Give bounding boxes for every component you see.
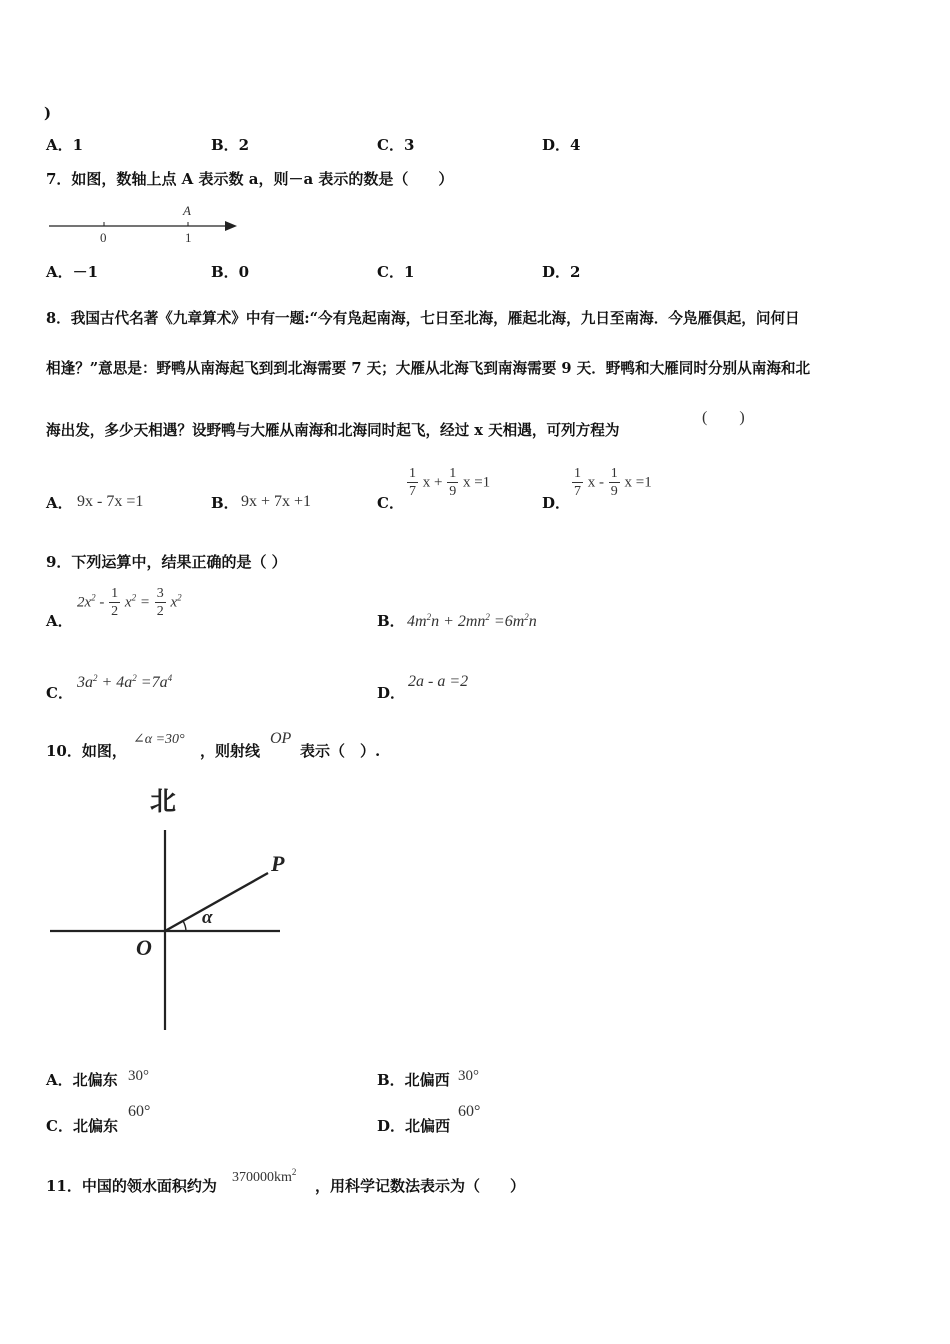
- number-line-figure: [44, 200, 244, 244]
- q8-stem-line1: 8．我国古代名著《九章算术》中有一题:“今有凫起南海，七日至北海，雁起北海，九日至南海．今凫雁俱起，问何日: [46, 310, 800, 327]
- q10-angle: ∠α =30°: [133, 732, 185, 747]
- q10-angle-c: 60°: [128, 1103, 151, 1120]
- q9-option-a: $2x^2$ - $\frac{1}{2}$ $x^2$ = $\frac{3}{2}$ $x^2$: [77, 586, 182, 619]
- q6-option-a: A．1: [46, 136, 84, 154]
- q11-stem-prefix: 11．中国的领水面积约为: [46, 1177, 217, 1195]
- alpha-label: α: [202, 907, 213, 928]
- q8-option-a: 9x - 7x =1: [77, 493, 144, 510]
- q10-stem-mid: ，则射线: [200, 742, 261, 760]
- q9-label-b: B．: [377, 612, 405, 630]
- q7-option-c: C．1: [377, 263, 415, 281]
- q10-label-d: D．北偏西: [377, 1117, 451, 1135]
- axis-label-a: A: [183, 203, 191, 218]
- q10-stem-post: 表示（ ）.: [300, 742, 381, 760]
- q8-stem-line3: 海出发，多少天相遇？设野鸭与大雁从南海和北海同时起飞，经过 x 天相遇，可列方程为: [46, 422, 620, 439]
- q8-label-d: D．: [542, 494, 571, 512]
- q9-option-b: $4m^2n + 2mn^2 =6m^2n$: [407, 612, 537, 630]
- q8-answer-paren: ( ): [702, 409, 745, 426]
- q9-label-c: C．: [46, 684, 73, 702]
- q10-label-b: B．北偏西: [377, 1071, 450, 1089]
- trailing-paren: ): [44, 104, 52, 122]
- q7-option-a: A．－1: [46, 263, 99, 281]
- q8-option-b: 9x + 7x +1: [241, 493, 312, 510]
- q6-option-c: C．3: [377, 136, 415, 154]
- q6-option-b: B．2: [211, 136, 250, 154]
- q11-area: $370000km^2$: [232, 1167, 297, 1185]
- q6-option-d: D．4: [542, 136, 581, 154]
- q8-stem-line2: 相逢？”意思是：野鸭从南海起飞到到北海需要 7 天；大雁从北海飞到南海需要 9 天．野鸭和大雁同时分别从南海和北: [46, 360, 811, 377]
- q7-option-b: B．0: [211, 263, 250, 281]
- q9-option-d: 2a - a =2: [408, 673, 469, 690]
- q8-option-c: $\frac{1}{7}$ x + $\frac{1}{9}$ x =1: [409, 466, 491, 499]
- q10-label-c: C．北偏东: [46, 1117, 118, 1135]
- north-label: 北: [150, 787, 177, 817]
- q9-label-d: D．: [377, 684, 406, 702]
- q10-angle-b: 30°: [458, 1068, 479, 1084]
- q10-stem-prefix: 10．如图，: [46, 742, 127, 760]
- origin-o-label: O: [136, 935, 152, 960]
- q9-label-a: A．: [46, 612, 73, 630]
- q8-label-c: C．: [377, 494, 404, 512]
- q9-stem: 9．下列运算中，结果正确的是（ ）: [46, 553, 287, 571]
- axis-label-one: 1: [185, 230, 192, 245]
- q10-label-a: A．北偏东: [46, 1071, 118, 1089]
- q8-label-b: B．: [211, 494, 239, 512]
- axis-label-zero: 0: [100, 230, 107, 245]
- q8-label-a: A．: [46, 494, 73, 512]
- q7-stem: 7．如图，数轴上点 A 表示数 a，则－a 表示的数是（ ）: [46, 170, 454, 188]
- q10-ray: OP: [270, 730, 292, 747]
- point-p-label: P: [271, 851, 285, 876]
- q8-option-d: $\frac{1}{7}$ x - $\frac{1}{9}$ x =1: [574, 466, 652, 499]
- q9-option-c: $3a^2 + 4a^2 =7a^4$: [77, 673, 173, 691]
- compass-direction-figure: [40, 780, 300, 1040]
- q11-stem-post: ，用科学记数法表示为（ ）: [315, 1177, 526, 1195]
- q10-angle-d: 60°: [458, 1103, 481, 1120]
- q10-angle-a: 30°: [128, 1068, 149, 1084]
- q7-option-d: D．2: [542, 263, 581, 281]
